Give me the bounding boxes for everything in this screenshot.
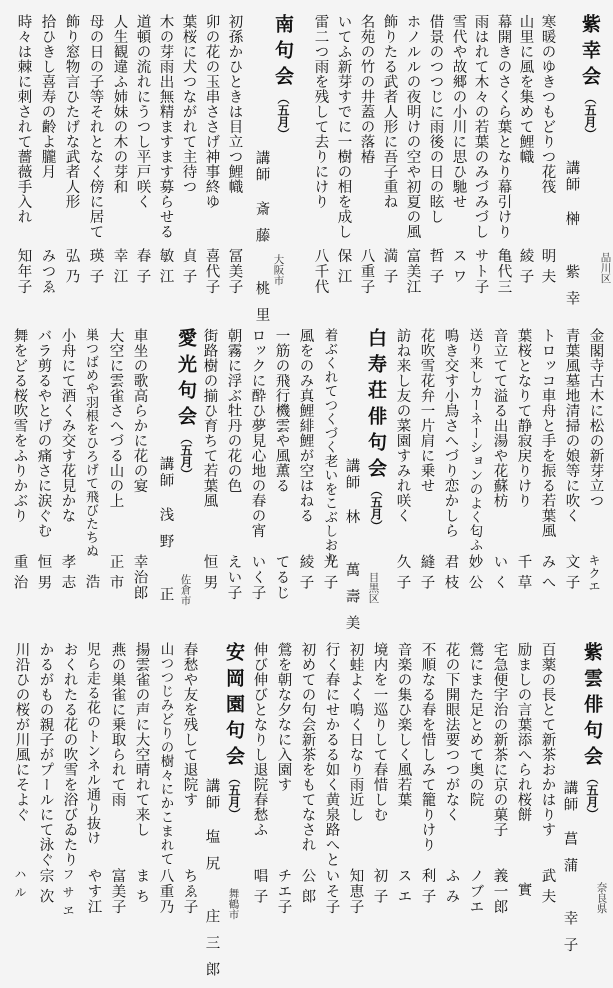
poem-author: 八重乃	[157, 868, 174, 915]
poem: 人生観違ふ姉妹の木の芽和	[111, 14, 128, 194]
tier-middle	[0, 328, 613, 642]
poem-author: 重治	[11, 554, 28, 595]
poem-author: 春子	[134, 248, 151, 289]
poem: 街路樹の揃ひ育ちて若葉風	[201, 328, 218, 508]
group-title: 安岡園句会（五月）	[223, 642, 245, 820]
region-label: 大阪市	[272, 254, 285, 286]
poem: 金閣寺古木に松の新芽立つ	[587, 328, 604, 508]
poem-author: いそ子	[323, 868, 340, 915]
poem: 母の日の子等それとなく傍に居て	[87, 14, 104, 239]
poem-author: みつゑ	[39, 248, 56, 295]
tier-top	[0, 12, 613, 334]
poem: 借景のつつじに雨後の日の眩し	[427, 14, 444, 224]
poem: 飾り窓物言ひたげな武者人形	[63, 14, 80, 209]
poem: 伸び伸びとなりし退院春愁ふ	[251, 642, 268, 837]
group-title: 南句会（五月）	[272, 14, 294, 140]
poem-author: 君枝	[442, 554, 459, 595]
poem-author: キクエ	[587, 554, 601, 593]
poem: 風をのみ真鯉緋鯉が空はねる	[297, 328, 314, 523]
poem: 境内を一巡りして春惜しむ	[371, 642, 388, 822]
poem-author: チエ子	[275, 868, 292, 915]
poem: 揚雲雀の声に大空晴れて来し	[133, 642, 150, 837]
poem-author: 武夫	[539, 868, 556, 909]
poem: 青葉風墓地清掃の娘等に吹く	[563, 328, 580, 523]
poem-author: 知年子	[15, 248, 32, 295]
poem-author: スワ	[450, 248, 467, 289]
poem-author: 妙公	[466, 554, 483, 595]
poem-author: 幸江	[111, 248, 128, 289]
poem: 着ぶくれてつくづく老いをこぶしおり	[321, 328, 338, 566]
poem-author: てるじ	[273, 554, 290, 601]
poem: 不順なる春を惜しみて籠りけり	[419, 642, 436, 852]
poem-author: 初子	[371, 868, 388, 909]
poem-author: 孝志	[59, 554, 76, 595]
poem-author: 瑛子	[87, 248, 104, 289]
group-title: 白寿荘俳句会（五月）	[365, 328, 387, 532]
poem-author: 文子	[563, 554, 580, 595]
poem: 山里に風を集めて鯉幟	[517, 14, 534, 164]
poem: ホノルルの夜明けの空や初夏の風	[404, 14, 421, 239]
poem: 宅急便宇治の新茶に京の菓子	[491, 642, 508, 837]
poem: 大空に雲雀さへづる山の上	[107, 328, 124, 508]
poem-author: 幸治郎	[131, 554, 148, 601]
region-label: 奈良県	[595, 882, 608, 914]
poem: 雪代や故郷の小川に思ひ馳せ	[450, 14, 467, 209]
poem: 鳴き交す小鳥さへづり恋かしら	[442, 328, 459, 538]
poem-author: 縫子	[418, 554, 435, 595]
poem-author: 義一郎	[491, 868, 508, 915]
poem-author: 富美子	[109, 868, 126, 915]
teacher-line: 講師 斎藤 桃里	[253, 150, 270, 334]
poem-author: 公郎	[299, 868, 316, 909]
poem-author: 喜代子	[203, 248, 220, 295]
poem-author: えい子	[225, 554, 242, 601]
region-label: 品川区	[599, 252, 612, 284]
poem-author: 恒男	[201, 554, 218, 595]
poem-author: 哲子	[427, 248, 444, 289]
poem: 木の芽雨出無精ますます募らせる	[157, 14, 174, 239]
poem-author: ハル	[13, 868, 27, 904]
poem: 小舟にて酒くみ交す花見かな	[59, 328, 76, 523]
poem: 飾りたる武者人形に吾子重ね	[381, 14, 398, 209]
poem-author: 八重子	[358, 248, 375, 295]
poem-author: 知恵子	[347, 868, 364, 915]
poem-author: ふみ	[443, 868, 460, 909]
poem: 雨はれて木々の若葉のみづみづし	[472, 14, 489, 239]
poem-author: 宗次	[37, 868, 54, 909]
poem-author: 實	[515, 882, 532, 903]
poem: 鶯を朝な夕なに入園す	[275, 642, 292, 792]
poem: 一筋の飛行機雲や風薫る	[273, 328, 290, 493]
poem: 卯の花の玉串ささげ神事終ゆ	[203, 14, 220, 209]
poem: 児ら走る花のトンネル通り抜け	[85, 642, 101, 845]
region-label: 佐倉市	[179, 574, 192, 606]
poem-author: 綾子	[297, 554, 314, 595]
tier-bottom	[0, 642, 613, 988]
poem: 励ましの言葉添へられ桜餅	[515, 642, 532, 822]
poem: 葉桜に犬つながれて主待つ	[180, 14, 197, 194]
poem: 初孫かひときは目立つ鯉幟	[226, 14, 243, 194]
poem-author: ちゑ子	[181, 868, 198, 915]
poem: 車坐の歌高らかに花の宴	[131, 328, 148, 493]
poem: いてふ新芽すでに一樹の相を成し	[335, 14, 352, 239]
poem: 拾ひきし喜寿の齢よ朧月	[39, 14, 56, 179]
poem: 名苑の竹の井蓋の落椿	[358, 14, 375, 164]
region-label: 目黒区	[367, 572, 380, 604]
poem-author: 浩	[83, 574, 100, 595]
poem: 舞をどる桜吹雪をふりかぶり	[11, 328, 28, 523]
group-title: 紫幸会（五月）	[579, 14, 601, 140]
poem: 雷二つ雨を残して去りにけり	[312, 14, 329, 209]
poem-author: 久子	[394, 554, 411, 595]
poem-author: 貞子	[180, 248, 197, 289]
poem-author: 富美江	[404, 248, 421, 295]
poem: 音立てて溢る出湯や花蘇枋	[491, 328, 508, 508]
poem: 朝霧に浮ぶ牡丹の花の色	[225, 328, 242, 493]
poem-author: 冨美子	[226, 248, 243, 295]
poem: 道頓の流れにうつし平戸咲く	[134, 14, 151, 209]
poem: 初めての句会新茶をもてなされ	[299, 642, 316, 852]
poem-author: 亀代三	[495, 248, 512, 295]
poem-author: 満子	[381, 248, 398, 289]
poem-author: 弘乃	[63, 248, 80, 289]
poem: 花吹雪花弁一片肩に乗せ	[418, 328, 435, 493]
group-title: 愛光句会（五月）	[175, 328, 197, 480]
poem: 鶯にまた足とめて奥の院	[467, 642, 484, 807]
poem-author: いく子	[249, 554, 266, 601]
poem-author: 八千代	[312, 248, 329, 295]
poem-author: 明夫	[539, 248, 556, 289]
poem: 行く春にせかるる如く黄泉路へと	[323, 642, 340, 867]
poem: 川沿ひの桜が川風にそよぐ	[13, 642, 30, 822]
poem-author: スエ	[395, 868, 412, 909]
poem: 時々は棘に刺されて薔薇手入れ	[15, 14, 32, 224]
poem-author: ノブエ	[467, 868, 484, 915]
poem: 寒暖のゆきつもどりつ花筏	[539, 14, 556, 194]
poem: バラ剪るやとげの痛さに涙ぐむ	[35, 328, 52, 538]
teacher-line: 講師 榊 紫幸	[563, 160, 580, 317]
poem: 葉桜となりて静寂戻りけり	[515, 328, 532, 508]
group-title: 紫雲俳句会（五月）	[581, 642, 603, 820]
poem: 百薬の長とて新茶おかはりす	[539, 642, 556, 837]
region-label: 舞鶴市	[227, 888, 240, 920]
poem-author: いく	[491, 554, 508, 595]
teacher-line: 講師 塩尻 庄三郎	[203, 778, 220, 988]
poem: 山つつじみどりの樹々にかこまれて	[157, 642, 174, 866]
poem-author: まち	[133, 868, 150, 909]
poem: 幕開きのさくら葉となり幕引けり	[495, 14, 512, 239]
poem-author: みへ	[539, 554, 556, 595]
poem-author: やす江	[85, 868, 102, 915]
poem: 燕の巣雀に乗取られて雨	[109, 642, 126, 807]
poem: 訪ね来し友の菜園すみれ咲く	[394, 328, 411, 523]
poem: 巣つばめや羽根をひろげて飛びたちぬ	[83, 328, 98, 558]
poem: かるがもの親子がプールにて泳ぐ	[37, 642, 54, 867]
poem-author: サト子	[472, 248, 489, 295]
poem: ロックに酔ひ夢見心地の春の宵	[249, 328, 266, 538]
poem: 送り来しカーネーションのよく匂ふ	[466, 328, 483, 552]
poem: 音楽の集ひ楽しく風若葉	[395, 642, 412, 807]
teacher-line: 講師 林 萬壽美	[343, 458, 360, 642]
poem: トロッコ車舟と手を振る若葉風	[539, 328, 556, 538]
poem: 花の下開眼法要つつがなく	[443, 642, 460, 822]
poem: おくれたる花の吹雪を浴びゐたり	[61, 642, 78, 867]
poem-author: 恒男	[35, 554, 52, 595]
teacher-line: 講師 菖蒲 幸子	[561, 780, 578, 964]
poem-author: 正市	[107, 554, 124, 595]
poem: 初蛙よく鳴く日なり雨近し	[347, 642, 364, 822]
poem-author: 光子	[321, 554, 338, 595]
poem-author: フサヱ	[61, 868, 75, 922]
poem-author: 綾子	[517, 248, 534, 289]
poem-author: 千草	[515, 554, 532, 595]
poem-author: 敏江	[157, 248, 174, 289]
poem-author: 唱子	[251, 868, 268, 909]
teacher-line: 講師 浅野 正	[157, 456, 174, 613]
poem-author: 利子	[419, 868, 436, 909]
poem-author: 保江	[335, 248, 352, 289]
poem: 春愁や友を残して退院す	[181, 642, 198, 807]
